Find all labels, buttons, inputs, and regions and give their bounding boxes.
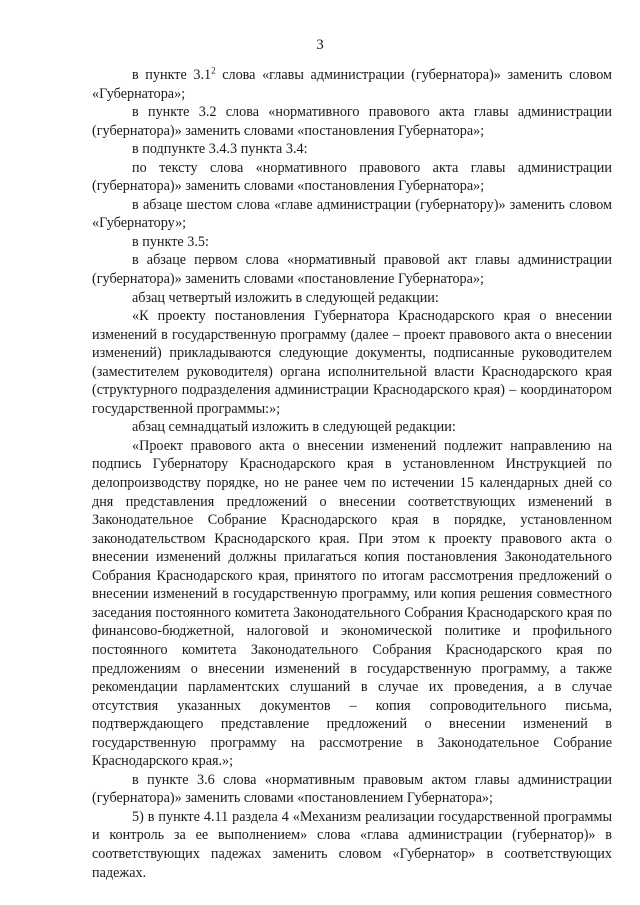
paragraph-1-text-end: слова «главы администрации (губернатора)» заменить словом «Губернатора»; (92, 67, 612, 102)
paragraph-2: в пункте 3.2 слова «нормативного правового акта главы администрации (губернатора)» заменить словами «постановления Губернатора»; (92, 104, 612, 139)
document-body (92, 66, 612, 882)
paragraph-11: «Проект правового акта о внесении изменений подлежит направлению на подпись Губернатору Краснодарского края в установленном Инструкцией по делопроизводству порядке, но не ранее чем по истечении 15 календарных дней со дня представления предложений о внесении соответствующих изменений в Законодательное Собрание Краснодарского края в порядке, установленном законодательством Краснодарского края. При этом к проекту правового акта о внесении изменений должны прилагаться копия постановления Законодательного Собрания Краснодарского края, принятого по итогам рассмотрения предложений о внесении изменений в государственную программу, или копия решения совместного заседания постоянного комитета Законодательного Собрания Краснодарского края по финансово-бюджетной, налоговой и экономической политике и профильного постоянного комитета Законодательного Собрания Краснодарского края по предложениям о внесении изменений в государственную программу, а также рекомендации парламентских слушаний в случае их проведения, а в случае отсутствия указанных документов – копия сопроводительного письма, подтверждающего представление предложений о внесении изменений в государственную программу на рассмотрение в Законодательное Собрание Краснодарского края.»; (92, 437, 612, 770)
paragraph-8: абзац четвертый изложить в следующей редакции: (132, 289, 439, 306)
paragraph-5: в абзаце шестом слова «главе администрации (губернатору)» заменить словом «Губернатору»; (92, 196, 612, 232)
paragraph-1-text: в пункте 3.1 (132, 67, 212, 83)
paragraph-6: в пункте 3.5: (132, 233, 209, 250)
paragraph-9: «К проекту постановления Губернатора Краснодарского края о внесении изменений в государственную программу (далее – проект правового акта о внесении изменений) прикладываются следующие документы, подписанные руководителем (заместителем руководителя) органа исполнительной власти Краснодарского края (структурного подразделения администрации Краснодарского края) – координатором государственной программы:»; (92, 308, 612, 417)
paragraph-4: по тексту слова «нормативного правового акта главы администрации (губернатора)» заменить словами «постановления Губернатора»; (92, 159, 612, 195)
superscript: 2 (211, 65, 216, 76)
paragraph-13: 5) в пункте 4.11 раздела 4 «Механизм реализации государственной программы и контроль за ее выполнением» слова «глава администрации (губернатор)» в соответствующих падежах заменить словом «Губернатор» в соответствующих падежах. (92, 808, 612, 881)
paragraph-12: в пункте 3.6 слова «нормативным правовым актом главы администрации (губернатора)» заменить словами «постановлением Губернатора»; (92, 771, 612, 807)
page-number: 3 (316, 37, 324, 53)
paragraph-3: в подпункте 3.4.3 пункта 3.4: (132, 141, 308, 158)
paragraph-7: в абзаце первом слова «нормативный правовой акт главы администрации (губернатора)» заменить словами «постановление Губернатора»; (92, 252, 612, 288)
paragraph-10: абзац семнадцатый изложить в следующей редакции: (132, 419, 456, 436)
paragraph-1 (92, 66, 612, 103)
